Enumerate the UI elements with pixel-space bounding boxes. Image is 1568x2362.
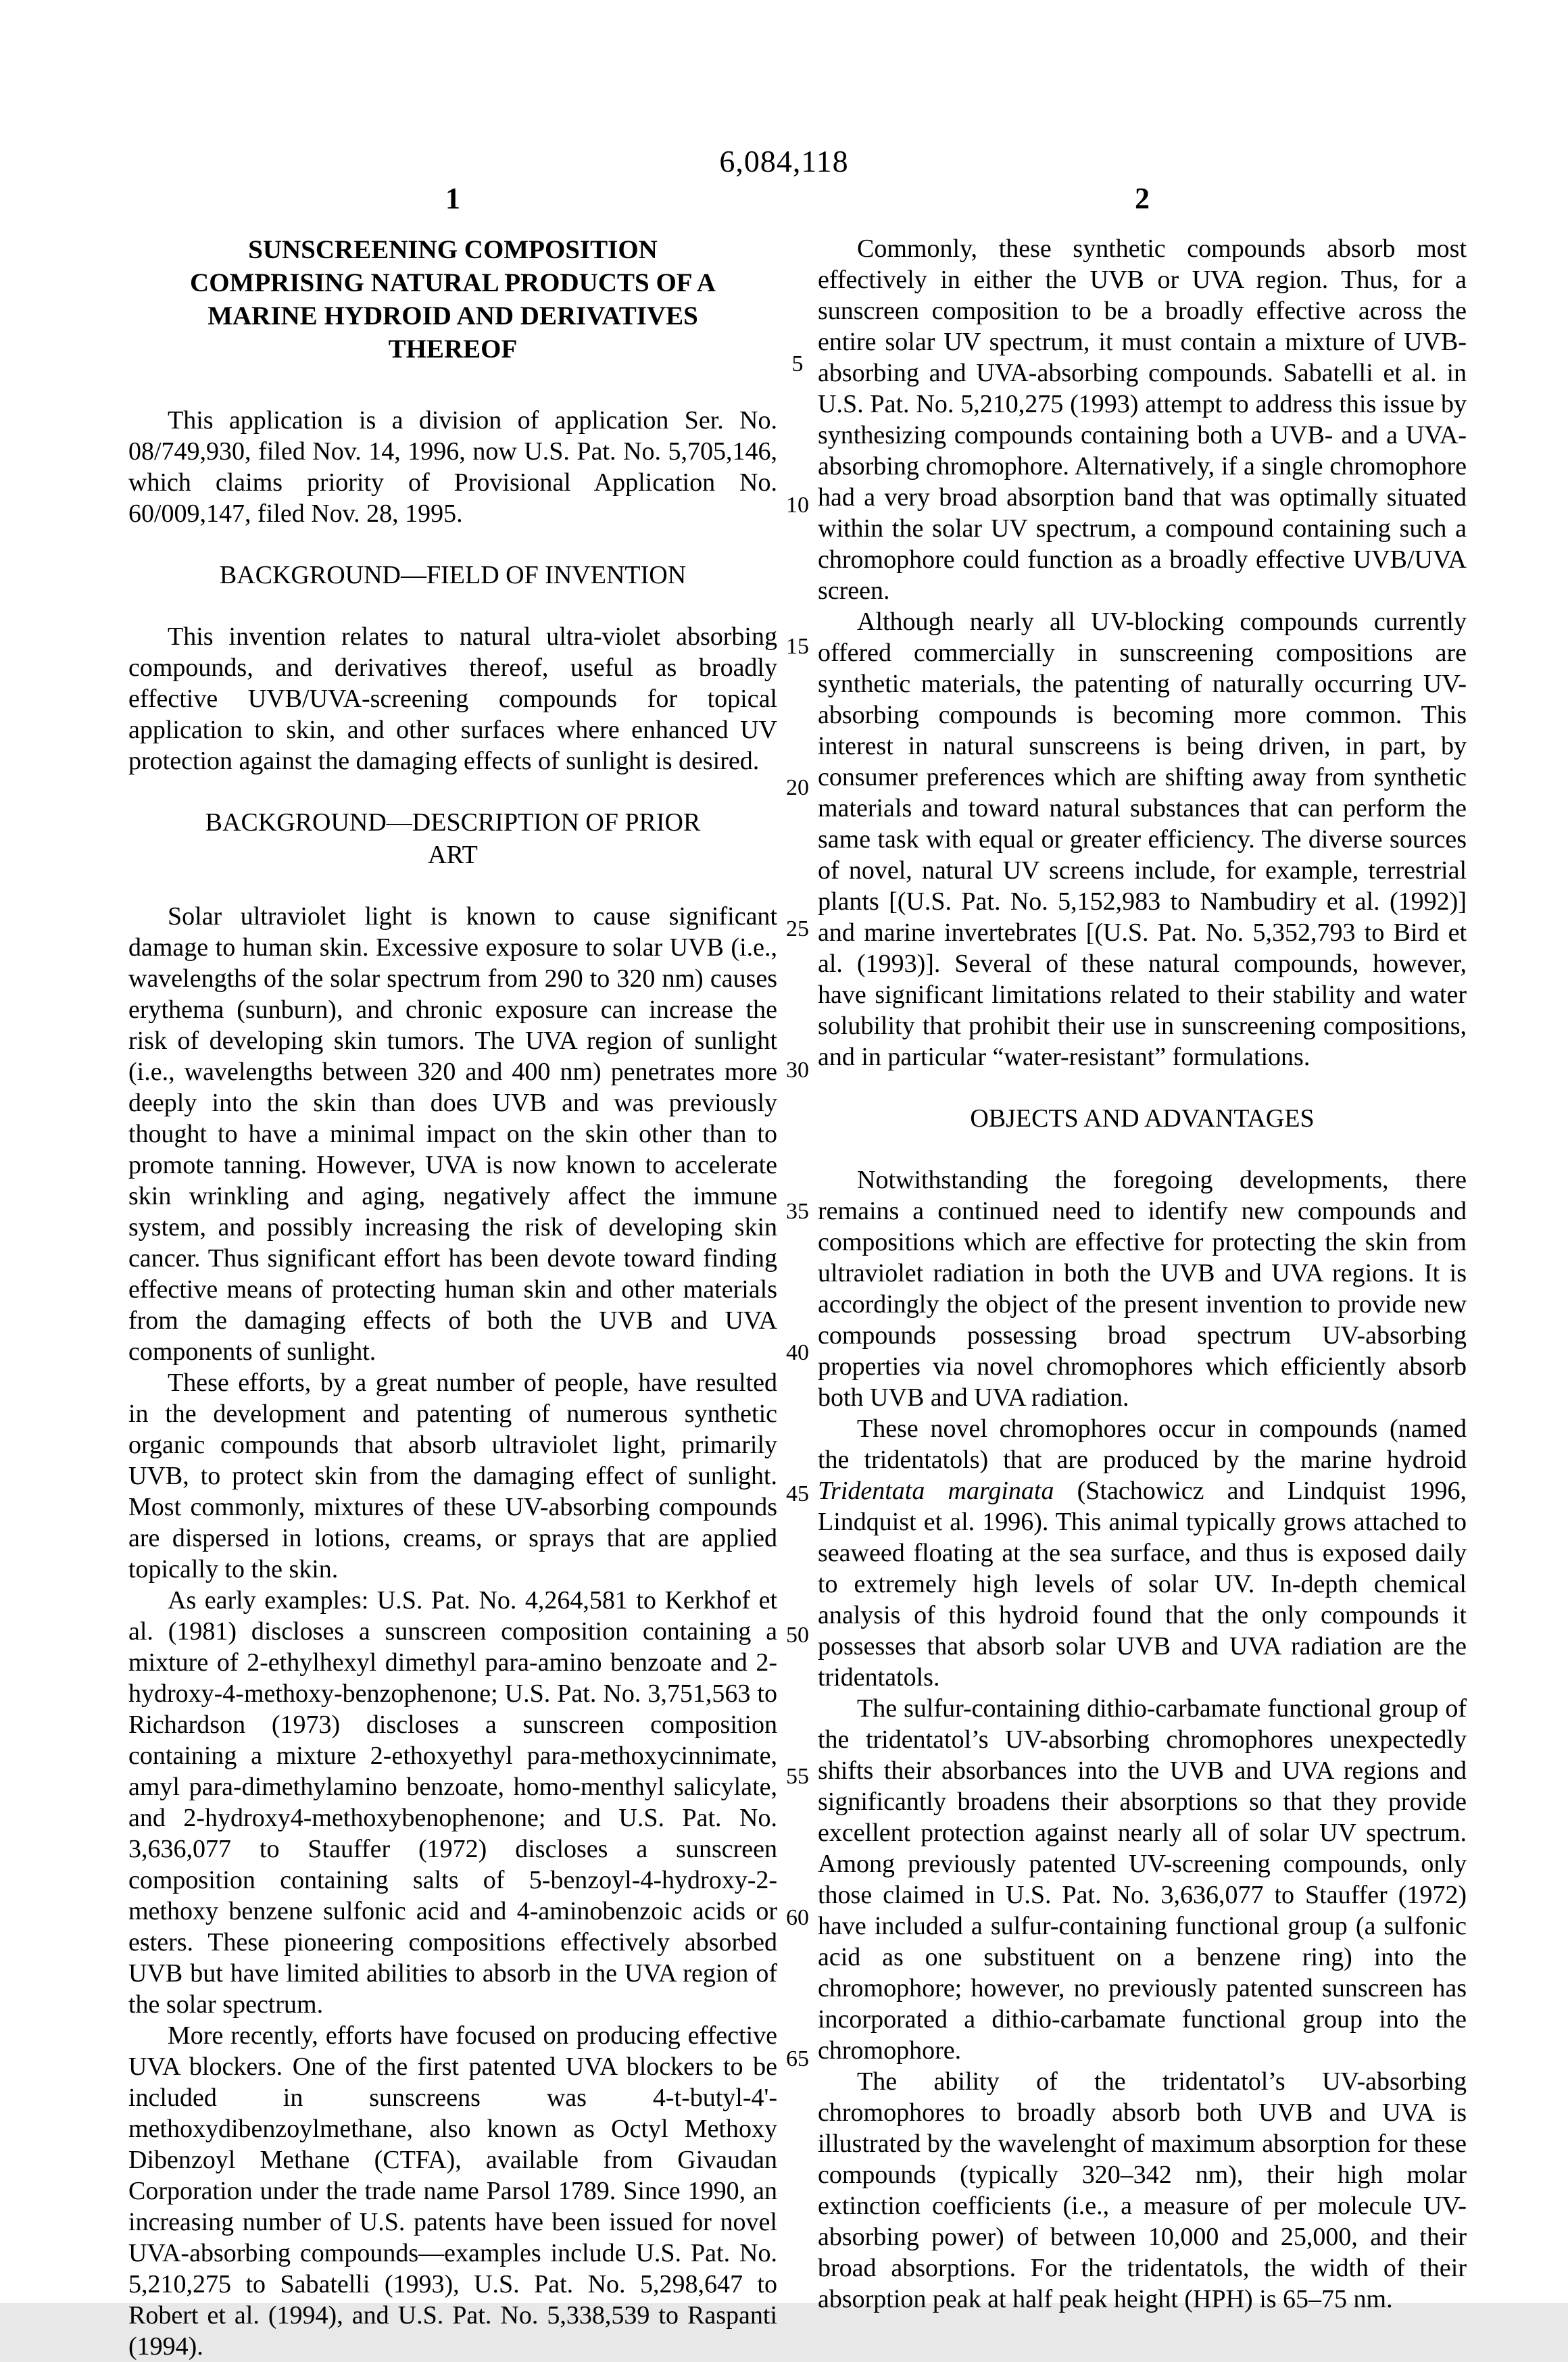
paragraph	[128, 2020, 777, 2362]
gutter-line-number: 50	[786, 1623, 809, 1648]
gutter-line-number: 40	[786, 1340, 809, 1365]
text-run: More recently, efforts have focused on producing effective UVA blockers. One of the first patented UVA blockers to be included in sunscreens was 4-t-butyl-4'-methoxydibenzoylmethane, also known as Octyl Methoxy Dibenzoyl Methane (CTFA), available from Givaudan Corporation under the trade name Parsol 1789. Since 1990, an increasing number of U.S. patents have been issued for novel UVA-absorbing compounds—examples include U.S. Pat. No. 5,210,275 to Sabatelli (1993), U.S. Pat. No. 5,298,647 to Robert et al. (1994), and U.S. Pat. No. 5,338,539 to Raspanti (1994).	[128, 2021, 777, 2361]
gutter-line-number: 5	[791, 351, 804, 376]
text-run: BACKGROUND—DESCRIPTION OF PRIOR ART	[205, 808, 701, 869]
text-run: Notwithstanding the foregoing developments, there remains a continued need to identify new compounds and compositions which are effective for protecting the skin from ultraviolet radiation in both the UVB and UVA regions. It is accordingly the object of the present invention to provide new compounds possessing broad spectrum UV-absorbing properties via novel chromophores which efficiently absorb both UVB and UVA radiation.	[818, 1166, 1467, 1412]
paragraph	[818, 1413, 1467, 1693]
text-run: Commonly, these synthetic compounds absorb most effectively in either the UVB or UVA region. Thus, for a sunscreen composition to be a broadly effective across the entire solar UV spectrum, it must contain a mixture of UVB-absorbing and UVA-absorbing compounds. Sabatelli et al. in U.S. Pat. No. 5,210,275 (1993) attempt to address this issue by synthesizing compounds containing both a UVB- and a UVA-absorbing chromophore. Alternatively, if a single chromophore had a very broad absorption band that was optimally situated within the solar UV spectrum, a compound containing such a chromophore could function as a broadly effective UVB/UVA screen.	[818, 235, 1467, 605]
paragraph	[818, 1164, 1467, 1413]
text-run: These efforts, by a great number of people, have resulted in the development and patenting of numerous synthetic organic compounds that absorb ultraviolet light, primarily UVB, to protect skin from the damaging effect of sunlight. Most commonly, mixtures of these UV-absorbing compounds are dispersed in lotions, creams, or sprays that are applied topically to the skin.	[128, 1369, 777, 1583]
paragraph	[818, 233, 1467, 606]
right-column-content	[818, 233, 1467, 2315]
patent-number: 6,084,118	[719, 144, 849, 178]
left-column-content	[128, 405, 777, 2362]
text-run: This application is a division of application Ser. No. 08/749,930, filed Nov. 14, 1996, now U.S. Pat. No. 5,705,146, which claims priority of Provisional Application No. 60/009,147, filed Nov. 28, 1995.	[128, 406, 777, 528]
paragraph	[128, 1367, 777, 1585]
section-heading	[193, 806, 713, 871]
title-line: SUNSCREENING COMPOSITION	[248, 235, 658, 264]
text-run: As early examples: U.S. Pat. No. 4,264,581 to Kerkhof et al. (1981) discloses a sunscreen composition containing a mixture of 2-ethylhexyl dimethyl para-amino benzoate and 2-hydroxy-4-methoxy-benzophenone; U.S. Pat. No. 3,751,563 to Richardson (1973) discloses a sunscreen composition containing a mixture 2-ethoxyethyl para-methoxycinnimate, amyl para-dimethylamino benzoate, homo-menthyl salicylate, and 2-hydroxy4-methoxybenophenone; and U.S. Pat. No. 3,636,077 to Stauffer (1972) discloses a sunscreen composition containing salts of 5-benzoyl-4-hydroxy-2-methoxy benzene sulfonic acid and 4-aminobenzoic acids or esters. These pioneering compositions effectively absorbed UVB but have limited abilities to absorb in the UVA region of the solar spectrum.	[128, 1586, 777, 2019]
gutter-line-number: 15	[786, 634, 809, 659]
species-name: Tridentata marginata	[818, 1477, 1054, 1505]
gutter-line-number: 25	[786, 916, 809, 941]
text-run: These novel chromophores occur in compounds (named the tridentatols) that are produced by the marine hydroid	[818, 1414, 1467, 1474]
left-column-number: 1	[445, 182, 460, 215]
text-run: Solar ultraviolet light is known to cause significant damage to human skin. Excessive exposure to solar UVB (i.e., wavelengths of the solar spectrum from 290 to 320 nm) causes erythema (sunburn), and chronic exposure can increase the risk of developing skin tumors. The UVA region of sunlight (i.e., wavelengths between 320 and 400 nm) penetrates more deeply into the skin than does UVB and was previously thought to have a minimal impact on the skin other than to promote tanning. However, UVA is now known to accelerate skin wrinkling and aging, negatively affect the immune system, and possibly increasing the risk of developing skin cancer. Thus significant effort has been devote toward finding effective means of protecting human skin and other materials from the damaging effects of both the UVB and UVA components of sunlight.	[128, 902, 777, 1366]
text-run: OBJECTS AND ADVANTAGES	[970, 1104, 1315, 1133]
gutter-line-number: 10	[786, 493, 809, 518]
paragraph	[818, 2066, 1467, 2315]
text-run: (Stachowicz and Lindquist 1996, Lindquist et al. 1996). This animal typically grows attached to seaweed floating at the sea surface, and thus is exposed daily to extremely high levels of solar UV. In-depth chemical analysis of this hydroid found that the only compounds it possesses that absorb solar UVB and UVA radiation are the tridentatols.	[818, 1477, 1467, 1692]
gutter-line-number: 30	[786, 1058, 809, 1083]
paragraph	[128, 621, 777, 777]
title-line: THEREOF	[388, 335, 518, 364]
text-run: The ability of the tridentatol’s UV-absorbing chromophores to broadly absorb both UVB and UVA is illustrated by the wavelenght of maximum absorption for these compounds (typically 320–342 nm), their high molar extinction coefficients (i.e., a measure of per molecule UV-absorbing power) of between 10,000 and 25,000, and their broad absorptions. For the tridentatols, the width of their absorption peak at half peak height (HPH) is 65–75 nm.	[818, 2067, 1467, 2313]
gutter-line-number: 55	[786, 1764, 809, 1789]
gutter-line-number: 45	[786, 1481, 809, 1506]
text-run: Although nearly all UV-blocking compounds currently offered commercially in sunscreening compositions are synthetic materials, the patenting of naturally occurring UV-absorbing compounds is becoming more common. This interest in natural sunscreens is being driven, in part, by consumer preferences which are shifting away from synthetic materials and toward natural substances that can perform the same task with equal or greater efficiency. The diverse sources of novel, natural UV screens include, for example, terrestrial plants [(U.S. Pat. No. 5,152,983 to Nambudiry et al. (1992)] and marine invertebrates [(U.S. Pat. No. 5,352,793 to Bird et al. (1993)]. Several of these natural compounds, however, have significant limitations related to their stability and water solubility that prohibit their use in sunscreening compositions, and in particular “water-resistant” formulations.	[818, 608, 1467, 1071]
right-column	[818, 181, 1467, 2315]
text-run: BACKGROUND—FIELD OF INVENTION	[219, 561, 687, 589]
paragraph	[128, 1585, 777, 2020]
invention-title	[128, 233, 777, 366]
gutter-line-number: 65	[786, 2046, 809, 2071]
section-heading	[193, 559, 713, 591]
paragraph	[818, 606, 1467, 1073]
section-heading	[882, 1102, 1402, 1135]
paragraph	[128, 405, 777, 529]
text-run: The sulfur-containing dithio-carbamate functional group of the tridentatol’s UV-absorbing chromophores unexpectedly shifts their absorbances into the UVB and UVA regions and significantly broadens their absorptions so that they provide excellent protection against nearly all of solar UV spectrum. Among previously patented UV-screening compounds, only those claimed in U.S. Pat. No. 3,636,077 to Stauffer (1972) have included a sulfur-containing functional group (a sulfonic acid as one substituent on a benzene ring) into the chromophore; however, no previously patented sunscreen has incorporated a dithio-carbamate functional group into the chromophore.	[818, 1694, 1467, 2065]
gutter-line-number: 60	[786, 1905, 809, 1930]
right-column-number: 2	[1135, 182, 1150, 215]
gutter-line-number: 20	[786, 775, 809, 800]
paragraph	[818, 1693, 1467, 2066]
gutter-line-number: 35	[786, 1199, 809, 1224]
title-line: MARINE HYDROID AND DERIVATIVES	[207, 301, 698, 330]
left-column	[128, 181, 777, 2362]
text-run: This invention relates to natural ultra-violet absorbing compounds, and derivatives thereof, useful as broadly effective UVB/UVA-screening compounds for topical application to skin, and other surfaces where enhanced UV protection against the damaging effects of sunlight is desired.	[128, 622, 777, 775]
line-number-gutter	[769, 0, 826, 2303]
title-line: COMPRISING NATURAL PRODUCTS OF A	[190, 268, 716, 297]
paragraph	[128, 901, 777, 1367]
